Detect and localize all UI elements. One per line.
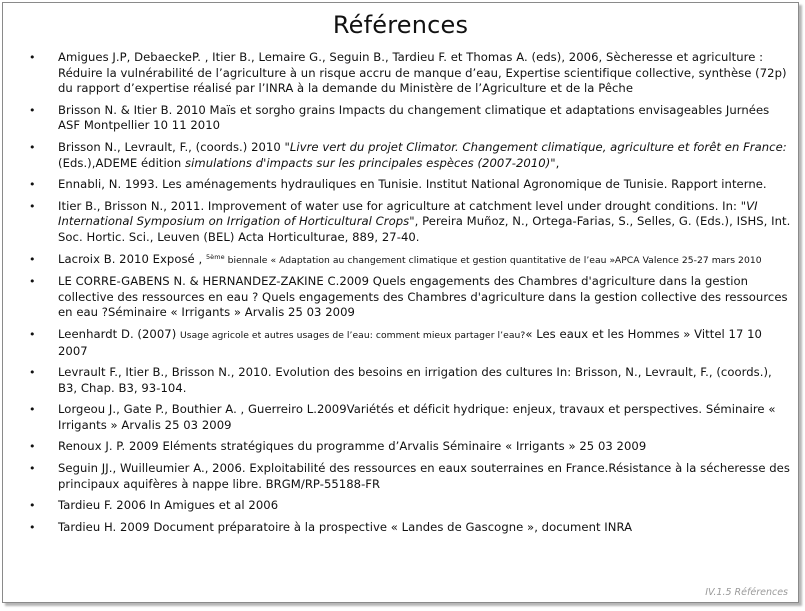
list-item: • Tardieu F. 2006 In Amigues et al 2006 — [25, 498, 792, 514]
list-item: • Itier B., Brisson N., 2011. Improvement of water use for agriculture at catchment level under drought conditions. In: "VI International Symposium on Irrigation of Horticultural Crops", Pereira Muñoz, N., Ortega-Farias, S., Selles, G. (Eds.), ISHS, Int. Soc. Hortic. Sci., Leuven (BEL) Acta Horticulturae, 889, 27-40. — [25, 199, 792, 246]
list-item: • LE CORRE-GABENS N. & HERNANDEZ-ZAKINE C.2009 Quels engagements des Chambres d'agriculture dans la gestion collective des ressources en eau ? Quels engagements des Chambres d'agriculture dans la gestion collective des ressources en eau ?Séminaire « Irrigants » Arvalis 25 03 2009 — [25, 274, 792, 321]
slide — [2, 2, 799, 603]
list-item: • Seguin JJ., Wuilleumier A., 2006. Exploitabilité des ressources en eaux souterraines en France.Résistance à la sécheresse des principaux aquifères à nappe libre. BRGM/RP-55188-FR — [25, 461, 792, 492]
list-item: • Levrault F., Itier B., Brisson N., 2010. Evolution des besoins en irrigation des cultures In: Brisson, N., Levrault, F., (coords.), B3, Chap. B3, 93-104. — [25, 365, 792, 396]
list-item: • Ennabli, N. 1993. Les aménagements hydrauliques en Tunisie. Institut National Agronomique de Tunisie. Rapport interne. — [25, 177, 792, 193]
list-item: • Renoux J. P. 2009 Eléments stratégiques du programme d’Arvalis Séminaire « Irrigants » 25 03 2009 — [25, 439, 792, 455]
list-item: • Lorgeou J., Gate P., Bouthier A. , Guerreiro L.2009Variétés et déficit hydrique: enjeux, travaux et perspectives. Séminaire « Irrigants » Arvalis 25 03 2009 — [25, 402, 792, 433]
list-item: • Tardieu H. 2009 Document préparatoire à la prospective « Landes de Gascogne », document INRA — [25, 520, 792, 536]
page-title: Références — [332, 11, 469, 39]
reference-list — [25, 50, 792, 541]
list-item: • Lacroix B. 2010 Exposé , $^{5ème}$ biennale « Adaptation au changement climatique et gestion quantitative de l’eau »APCA Valence 25-27 mars 2010 — [25, 252, 792, 269]
list-item: • Brisson N., Levrault, F., (coords.) 2010 "Livre vert du projet Climator. Changement climatique, agriculture et forêt en France: (Eds.),ADEME édition simulations d'impacts sur les principales espèces (2007-2010)", — [25, 140, 792, 171]
list-item: • Leenhardt D. (2007) Usage agricole et autres usages de l’eau: comment mieux partager l’eau?« Les eaux et les Hommes » Vittel 17 10 2007 — [25, 327, 792, 359]
list-item: • Brisson N. & Itier B. 2010 Maïs et sorgho grains Impacts du changement climatique et adaptations envisageables Jurnées ASF Montpellier 10 11 2010 — [25, 103, 792, 134]
list-item: • Amigues J.P, DebaeckeP. , Itier B., Lemaire G., Seguin B., Tardieu F. et Thomas A. (eds), 2006, Sècheresse et agriculture : Réduire la vulnérabilité de l’agriculture à un risque accru de manque d’eau, Expertise scientifique collective, synthèse (72p) du rapport d’expertise réalisé par l’INRA à la demande du Ministère de l’Agriculture et de la Pêche — [25, 50, 792, 97]
slide-footer: IV.1.5 Références — [705, 587, 788, 598]
